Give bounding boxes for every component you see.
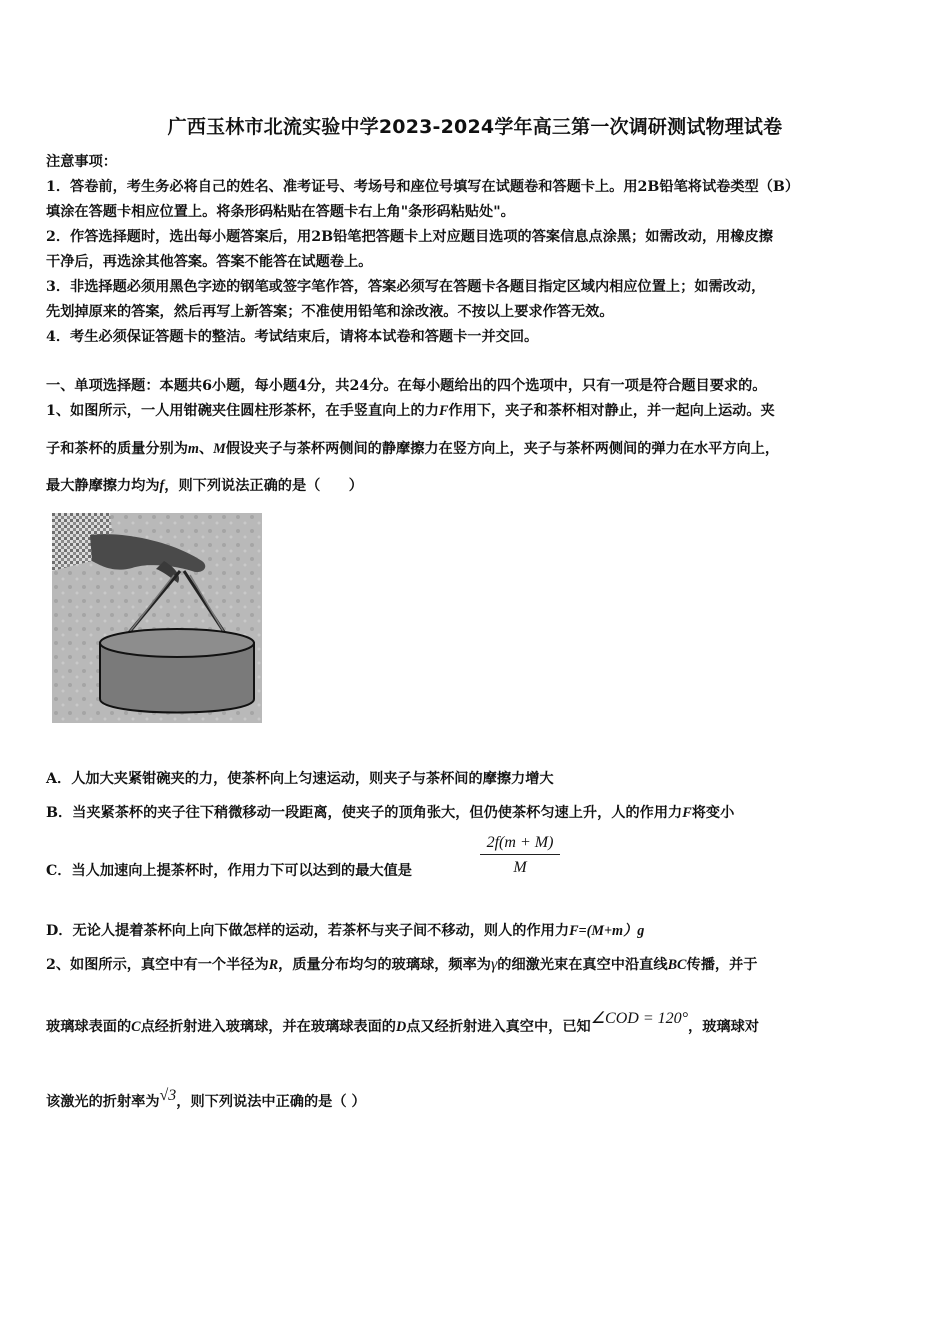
q1-option-c-fraction: $\frac{2f(m + M)}{M}$ [480, 834, 560, 877]
notice-line-6: 先划掉原来的答案，然后再写上新答案；不准使用铅笔和涂改液。不按以上要求作答无效。 [46, 304, 614, 320]
q2-line-2: 玻璃球表面的C点经折射进入玻璃球，并在玻璃球表面的D点又经折射进入真空中，已知∠COD = 120°，玻璃球对 [46, 1010, 759, 1035]
notice-line-2: 填涂在答题卡相应位置上。将条形码粘贴在答题卡右上角"条形码粘贴处"。 [46, 204, 515, 220]
notice-line-5: 3．非选择题必须用黑色字迹的钢笔或签字笔作答，答案必须写在答题卡各题目指定区域内相应位置上；如需改动， [46, 279, 766, 295]
q1-option-d: D．无论人提着茶杯向上向下做怎样的运动，若茶杯与夹子间不移动，则人的作用力F=(M+m）g [46, 923, 645, 939]
notice-line-7: 4．考生必须保证答题卡的整洁。考试结束后，请将本试卷和答题卡一并交回。 [46, 329, 539, 345]
notice-line-4: 干净后，再选涂其他答案。答案不能答在试题卷上。 [46, 254, 373, 270]
cup-clamp-photo [52, 513, 262, 723]
q1-line-1: 1、如图所示，一人用钳碗夹住圆柱形茶杯，在手竖直向上的力F作用下，夹子和茶杯相对静止，并一起向上运动。夹 [46, 403, 775, 419]
q2-line-1: 2、如图所示，真空中有一个半径为R，质量分布均匀的玻璃球，频率为γ的细激光束在真空中沿直线BC传播，并于 [46, 956, 758, 973]
page-title: 广西玉林市北流实验中学2023-2024学年高三第一次调研测试物理试卷 [167, 116, 783, 138]
section-heading: 一、单项选择题：本题共6小题，每小题4分，共24分。在每小题给出的四个选项中，只有一项是符合题目要求的。 [46, 378, 767, 394]
q1-option-a: A．人加大夹紧钳碗夹的力，使茶杯向上匀速运动，则夹子与茶杯间的摩擦力增大 [46, 771, 554, 787]
q1-option-c: C．当人加速向上提茶杯时，作用力下可以达到的最大值是 [46, 863, 412, 879]
notice-heading: 注意事项： [46, 154, 117, 170]
q1-option-b: B．当夹紧茶杯的夹子往下稍微移动一段距离，使夹子的顶角张大，但仍使茶杯匀速上升，人的作用力F将变小 [46, 805, 735, 821]
notice-line-3: 2．作答选择题时，选出每小题答案后，用2B铅笔把答题卡上对应题目选项的答案信息点涂黑；如需改动，用橡皮擦 [46, 229, 773, 245]
q1-line-2: 子和茶杯的质量分别为m、M假设夹子与茶杯两侧间的静摩擦力在竖方向上，夹子与茶杯两侧间的弹力在水平方向上， [46, 441, 780, 457]
q2-line-3: 该激光的折射率为√3，则下列说法中正确的是（ ） [46, 1087, 366, 1110]
q1-line-3: 最大静摩擦力均为f，则下列说法正确的是（ ） [46, 478, 363, 494]
notice-line-1: 1．答卷前，考生务必将自己的姓名、准考证号、考场号和座位号填写在试题卷和答题卡上。用2B铅笔将试卷类型（B） [46, 179, 800, 195]
